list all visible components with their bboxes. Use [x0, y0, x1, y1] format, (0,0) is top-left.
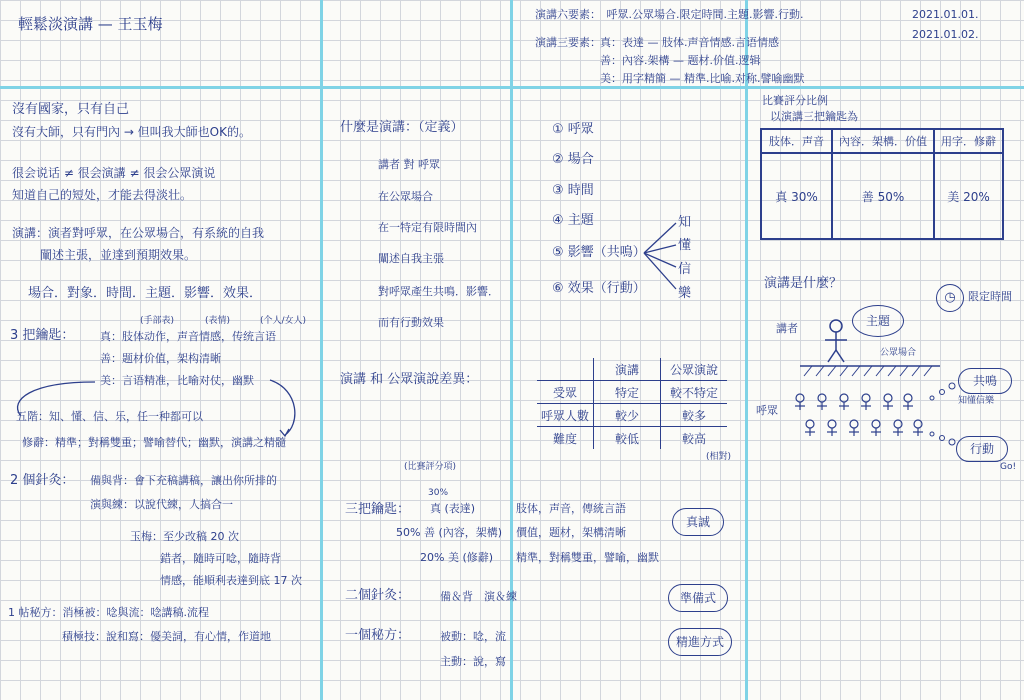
key-row-2-label: 50% 善 (內容，架構): [396, 526, 503, 539]
branch-xin: 信: [678, 262, 692, 277]
left-header-underline: [0, 86, 320, 89]
left-line-1: 沒有國家，只有自己: [12, 102, 130, 117]
score-title: 比賽評分比例: [762, 94, 828, 107]
secret-2: 積極技：說和寫：優美詞，有心情，作道地: [62, 630, 271, 643]
branch-le: 樂: [678, 286, 692, 301]
table-row: [537, 358, 727, 381]
oval-improve: 精進方式: [668, 628, 732, 656]
table-cell: 美 20%: [934, 153, 1003, 239]
table-row: [537, 381, 727, 404]
list-item-6: ⑥ 效果（行動）: [552, 281, 646, 296]
three-elements-good: 善：內容.架構 — 题材.价值.逻辑: [600, 54, 761, 67]
secret-1: 1 帖秘方：消極被：唸與流：唸講稿.流程: [8, 606, 209, 619]
go-label: Go!: [1000, 462, 1017, 472]
difference-title: 演講 和 公眾演說差異：: [340, 372, 479, 387]
resonance-sub: 知懂信樂: [958, 396, 995, 406]
oval-sincere: 真誠: [672, 508, 724, 536]
table-cell: 演講: [594, 358, 661, 381]
table-cell: 受眾: [537, 381, 594, 404]
three-elements-true: 真：表達 — 肢体.声音情感.言语情感: [600, 36, 779, 49]
table-cell: 較高: [661, 427, 728, 450]
key-true: 真：肢体动作，声音情感，传统言语: [100, 330, 276, 343]
middle-header-underline: [323, 86, 510, 89]
resonance-bubble: 共鳴: [958, 368, 1012, 394]
secret-passive: 被動：唸，流: [440, 630, 506, 643]
secret-active: 主動：說，寫: [440, 655, 506, 668]
branch-lines: [642, 215, 682, 295]
right-column-divider: [745, 0, 748, 700]
key-good: 善：题材价值，架构清晰: [100, 352, 221, 365]
list-item-5: ⑤ 影響（共鳴）: [552, 245, 646, 260]
three-elements-beauty: 美：用字精簡 — 精準.比喻.对称.譬喻幽默: [600, 72, 805, 85]
left-line-5: 演講：演者對呼眾，在公眾場合，有系統的自我: [12, 226, 265, 240]
needle-text: 備＆背 演＆練: [440, 590, 517, 603]
table-cell: 較少: [594, 404, 661, 427]
comparison-table: [537, 358, 727, 449]
score-note: (比賽評分項): [404, 462, 457, 472]
left-line-7: 場合．對象．時間．主題．影響．效果．: [28, 286, 263, 301]
branch-zhi: 知: [678, 215, 692, 230]
page-title: 輕鬆淡演講 — 王玉梅: [18, 15, 163, 33]
two-needles-title: 2 個針灸：: [10, 473, 75, 488]
key-row-1-desc: 肢体，声音，傳統言語: [516, 502, 626, 515]
thought-dots: [928, 376, 988, 466]
table-row: [537, 427, 727, 450]
clock-icon: ◷: [936, 284, 964, 312]
stage-icon: [800, 362, 940, 378]
table-cell: [537, 358, 594, 381]
date-1: 2021.01.01.: [912, 8, 979, 21]
definition-title: 什麼是演講：（定義）: [340, 120, 464, 135]
key-row-2-desc: 價值，题材，架構清晰: [516, 526, 626, 539]
action-bubble: 行動: [956, 436, 1008, 462]
def-line-1: 講者 對 呼眾: [378, 158, 440, 171]
def-line-4: 闡述自我主張: [378, 252, 444, 265]
secret-title: 一個秘方：: [345, 628, 411, 643]
rhetoric: 修辭：精準；對稱雙重；譬喻替代；幽默，演講之精髓: [22, 436, 286, 449]
needle-2: 演與練：以說代練，人搞合一: [90, 498, 233, 511]
yumei-3: 情感，能順利表達到底 17 次: [160, 574, 302, 587]
def-line-2: 在公眾場合: [378, 190, 433, 203]
list-item-3: ③ 時間: [552, 183, 594, 198]
branch-dong: 懂: [678, 238, 692, 253]
needle-title: 二個針灸：: [345, 588, 411, 603]
key-row-1-label: 真 (表達): [430, 502, 476, 515]
key-note-3: (个人/女人): [260, 316, 307, 326]
speaker-label: 講者: [776, 322, 798, 335]
audience-label: 呼眾: [756, 404, 778, 417]
table-row: [761, 129, 1003, 153]
key-row-3-label: 20% 美 (修辭): [420, 551, 494, 564]
table-cell: 較不特定: [661, 381, 728, 404]
key-beauty: 美：言语精准，比喻对仗，幽默: [100, 374, 254, 387]
left-line-3: 很会说话 ≠ 很会演講 ≠ 很会公眾演说: [12, 166, 216, 180]
table-row: [761, 153, 1003, 239]
table-cell: 內容．架構．价值: [832, 129, 934, 153]
stage-label: 公眾場合: [880, 348, 917, 358]
list-item-1: ① 呼眾: [552, 122, 594, 137]
three-keys-title: 三把鑰匙：: [345, 502, 411, 517]
score-table: [760, 128, 1004, 240]
oval-prepare: 準備式: [668, 584, 728, 612]
score-subtitle: 以演講三把鑰匙為: [770, 110, 858, 123]
key-note-1: (手部表): [140, 316, 175, 326]
key-note-2: (表情): [205, 316, 231, 326]
def-line-6: 而有行動效果: [378, 316, 444, 329]
yumei-2: 錯者，隨時可唸，隨時背: [160, 552, 281, 565]
keys-title: 3 把鑰匙：: [10, 328, 75, 343]
three-elements-label: 演講三要素：: [535, 36, 601, 49]
five-levels: 五階：知、懂、信、乐，任一种都可以: [16, 410, 203, 423]
table-row: [537, 404, 727, 427]
left-line-4: 知道自己的短处，才能去得淡壮。: [12, 188, 193, 202]
needle-1: 備與背：會下充稿講稿，讓出你所排的: [90, 474, 277, 487]
table-cell: 較低: [594, 427, 661, 450]
left-line-6: 闡述主張，並達到預期效果。: [40, 248, 197, 262]
topic-bubble: 主題: [852, 305, 904, 337]
speaker-figure-icon: [816, 318, 856, 368]
table-cell: 較多: [661, 404, 728, 427]
left-line-2: 沒有大師，只有門內 → 但叫我大師也OK的。: [12, 125, 251, 139]
audience-crowd-icon: [790, 392, 930, 448]
list-item-4: ④ 主題: [552, 213, 594, 228]
clock-label: 限定時間: [968, 290, 1012, 303]
yumei-1: 玉梅：至少改稿 20 次: [130, 530, 239, 543]
table-cell: 特定: [594, 381, 661, 404]
six-elements-line: 演講六要素： 呼眾.公眾場合.限定時間.主題.影響.行動.: [535, 8, 804, 21]
left-column-divider: [320, 0, 323, 700]
table-cell: 用字．修辭: [934, 129, 1003, 153]
def-line-3: 在一特定有限時間內: [378, 221, 477, 234]
table-cell: 善 50%: [832, 153, 934, 239]
table-cell: 呼眾人數: [537, 404, 594, 427]
what-is-speech: 演講是什麼？: [764, 276, 843, 291]
table-cell: 難度: [537, 427, 594, 450]
table-note: (相對): [706, 452, 732, 462]
def-line-5: 對呼眾產生共鳴．影響．: [378, 285, 499, 298]
date-2: 2021.01.02.: [912, 28, 979, 41]
table-cell: 公眾演說: [661, 358, 728, 381]
table-cell: 肢体．声音: [761, 129, 832, 153]
table-cell: 真 30%: [761, 153, 832, 239]
key-row-3-desc: 精準，對稱雙重，譬喻，幽默: [516, 551, 659, 564]
list-item-2: ② 場合: [552, 152, 594, 167]
right-header-underline: [513, 86, 1024, 89]
pct-note: 30%: [428, 488, 449, 498]
